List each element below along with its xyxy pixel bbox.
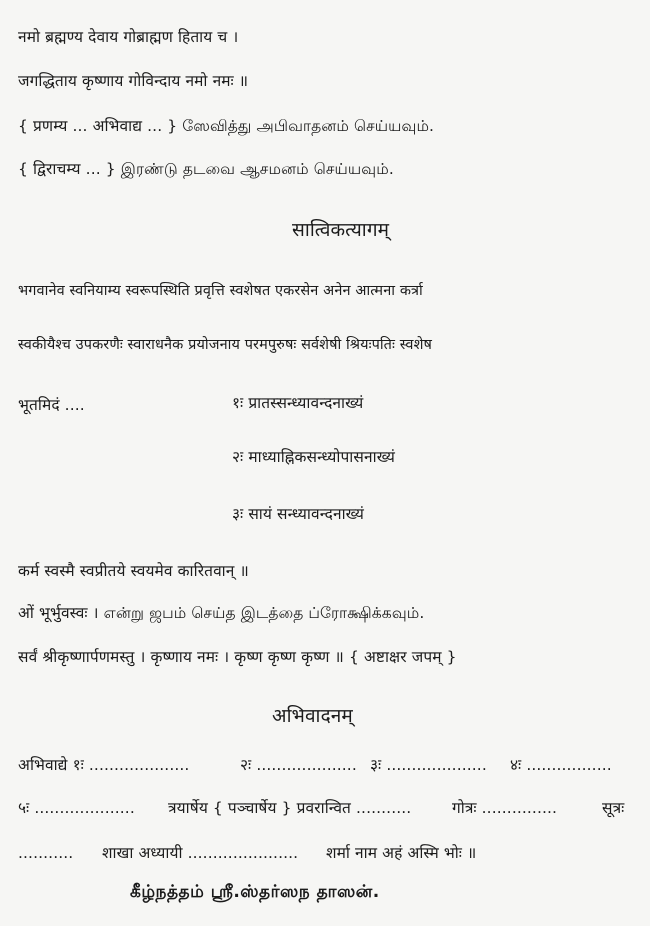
field-rishi-1: अभिवाद्ये १ः ....................	[18, 756, 190, 774]
field-sharma-nama: शर्मा नाम अहं अस्मि भोः ॥	[326, 844, 477, 862]
field-pravara: त्रयार्षेय { पञ्चार्षेय } प्रवरान्वित ...........	[168, 799, 412, 817]
closing-signature-line: கீழ்நத்தம் ஸ்ரீ.ஸ்தர்ஸந தாஸன்.	[130, 882, 380, 902]
field-rishi-5: ५ः ....................	[18, 799, 135, 817]
option-evening: ३ः सायं सन्ध्यावन्दनाख्यं	[232, 505, 364, 523]
body-line-2: स्वकीयैश्च उपकरणैः स्वाराधनैक प्रयोजनाय परमपुरुषः सर्वशेषी श्रियःपतिः स्वशेष	[18, 337, 433, 353]
field-rishi-2: २ः ....................	[240, 756, 357, 774]
section-heading-abhivadanam: अभिवादनम्	[272, 705, 353, 727]
intro-line-3: { प्रणम्य ... अभिवाद्य ... } ஸேவித்து அபிவாதனம் செய்யவும்.	[18, 117, 435, 135]
intro-line-4: { द्विराचम्य ... } இரண்டு தடவை ஆசமனம் செய்யவும்.	[18, 160, 394, 178]
field-shakha-blank: ...........	[18, 844, 74, 862]
field-sutra: सूत्रः	[602, 799, 625, 817]
section-heading-satvika-tyagam: सात्विकत्यागम्	[292, 219, 390, 241]
option-morning: १ः प्रातस्सन्ध्यावन्दनाख्यं	[232, 394, 364, 412]
bhoota-label: भूतमिदं ....	[18, 396, 85, 414]
intro-line-1: नमो ब्रह्मण्य देवाय गोब्राह्मण हिताय च ।	[18, 28, 239, 46]
japam-line: ओं भूर्भुवस्वः । என்று ஜபம் செய்த இடத்தை ப்ரோக்ஷிக்கவும்.	[18, 604, 425, 622]
option-noon: २ः माध्याह्निकसन्ध्योपासनाख्यं	[232, 448, 395, 466]
krishnarpanam-line: सर्वं श्रीकृष्णार्पणमस्तु । कृष्णाय नमः । कृष्ण कृष्ण कृष्ण ॥ { अष्टाक्षर जपम् }	[18, 648, 457, 666]
field-rishi-4: ४ः .................	[510, 756, 612, 774]
body-line-1: भगवानेव स्वनियाम्य स्वरूपस्थिति प्रवृत्ति स्वशेषत एकरसेन अनेन आत्मना कर्त्रा	[18, 283, 423, 299]
field-gotra: गोत्रः ...............	[452, 799, 558, 817]
field-rishi-3: ३ः ....................	[370, 756, 487, 774]
karma-line: कर्म स्वस्मै स्वप्रीतये स्वयमेव कारितवान् ॥	[18, 562, 249, 580]
intro-line-2: जगद्धिताय कृष्णाय गोविन्दाय नमो नमः ॥	[18, 72, 249, 90]
field-shakha: शाखा अध्यायी ......................	[102, 844, 299, 862]
